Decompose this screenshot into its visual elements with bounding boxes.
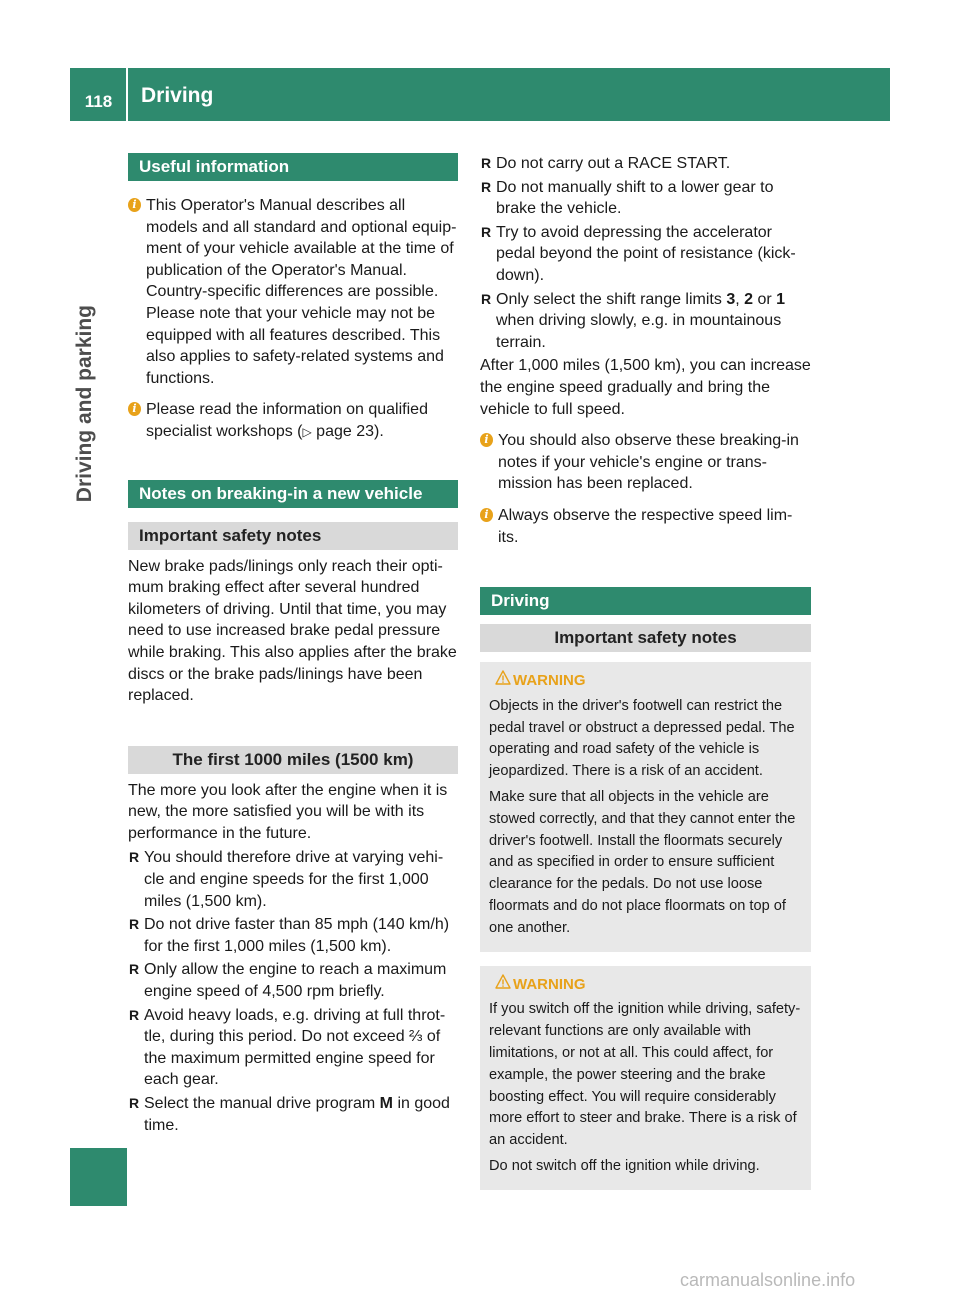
list-item: R Select the manual drive program M in good time. (129, 1095, 450, 1134)
info-icon: i (480, 433, 493, 447)
page-number: 118 (84, 92, 113, 111)
info-note (480, 430, 811, 495)
side-chapter-tab (70, 1148, 127, 1206)
bullet-icon: R (129, 849, 140, 866)
page-reference-link[interactable]: page 23). (311, 422, 384, 440)
bullet-icon: R (481, 290, 492, 307)
info-text: Please read the information on qualified specialist workshops (▷ page 23). (146, 401, 428, 440)
bullet-icon: R (129, 1095, 140, 1111)
left-column (128, 153, 458, 1138)
list-item: R Do not manually shift to a lower gear to brake the vehicle. (481, 178, 774, 218)
info-text: Always observe the respective speed lim-its. (498, 506, 793, 546)
warning-heading: WARNING (489, 670, 802, 692)
warning-text: Objects in the driver's footwell can restrict the pedal travel or obstruct a depressed pedal. The operating and road safety of the vehicle is jeopardized. There is a risk of an accident. (489, 697, 795, 780)
info-text: You should also observe these breaking-in notes if your vehicle's engine or trans-mission has been replaced. (498, 432, 799, 493)
bullet-icon: R (129, 961, 140, 978)
list-item: R Only select the shift range limits 3, 2 or 1 when driving slowly, e.g. in mountainous terrain. (481, 290, 786, 351)
right-column (480, 153, 811, 1190)
warning-box (480, 662, 811, 952)
header-divider (126, 68, 128, 121)
driving-tips-list (480, 153, 811, 353)
list-item: R Only allow the engine to reach a maximum engine speed of 4,500 rpm briefly. (129, 961, 447, 1001)
list-item: R Do not drive faster than 85 mph (140 km/h) for the first 1,000 miles (1,500 km). (129, 916, 450, 955)
info-text: This Operator's Manual describes all models and all standard and optional equip-ment of your vehicle available at the time of publication of the Operator's Manual. Country-specific differences are possible. Please note that your vehicle may not be equipped with all features described. This also applies to safety-related systems and functions. (146, 197, 457, 387)
safety-notes-heading: Important safety notes (480, 624, 811, 652)
first-miles-list (128, 847, 458, 1136)
bullet-icon: R (481, 223, 492, 240)
page-title: Driving (141, 84, 214, 107)
warning-text: If you switch off the ignition while driving, safety-relevant functions are only available with limitations, or not at all. This could affect, for example, the power steering and the brake boosting effect. You will require considerably more effort to steer and brake. There is a risk of an accident. (489, 1001, 801, 1149)
breaking-in-heading: Notes on breaking-in a new vehicle (128, 480, 458, 508)
list-item: R Do not carry out a RACE START. (480, 153, 811, 175)
warning-triangle-icon (495, 974, 511, 990)
info-icon: i (128, 198, 141, 212)
driving-heading: Driving (480, 587, 811, 615)
after-paragraph: After 1,000 miles (1,500 km), you can increase the engine speed gradually and bring the vehicle to full speed. (480, 357, 811, 418)
useful-info-heading: Useful information (128, 153, 458, 181)
info-note (480, 505, 811, 548)
warning-heading: WARNING (489, 974, 802, 996)
bullet-icon: R (129, 916, 140, 933)
watermark: carmanualsonline.info (680, 1270, 856, 1290)
first-miles-heading: The first 1000 miles (1500 km) (128, 746, 458, 774)
first-miles-paragraph: The more you look after the engine when it is new, the more satisfied you will be with its performance in the future. (128, 781, 448, 842)
info-note (128, 399, 458, 443)
list-item: R Try to avoid depressing the accelerator pedal beyond the point of resistance (kick-down). (481, 223, 796, 284)
warning-text: Do not switch off the ignition while driving. (489, 1158, 760, 1175)
bullet-icon: R (129, 1006, 140, 1023)
warning-text: Make sure that all objects in the vehicle are stowed correctly, and that they cannot enter the driver's footwell. Install the floormats securely and as specified in order to ensure sufficient clearance for the pedals. Do not use loose floormats and do not place floormats on top of one another. (489, 789, 796, 936)
side-chapter-label: Driving and parking (73, 305, 96, 503)
warning-triangle-icon (495, 670, 511, 686)
info-icon: i (480, 508, 493, 522)
info-note (128, 195, 458, 389)
bullet-icon: R (481, 178, 492, 195)
brake-paragraph: New brake pads/linings only reach their opti-mum braking effect after several hundred kilometers of driving. Until that time, you may need to use increased brake pedal pressure while braking. This also applies after the brake discs or the brake pads/linings have been replaced. (128, 557, 457, 705)
warning-box (480, 966, 811, 1190)
page-ref-arrow-icon: ▷ (302, 424, 312, 439)
list-item: R Avoid heavy loads, e.g. driving at full throt-tle, during this period. Do not exceed ⅔ of the maximum permitted engine speed for each gear. (129, 1006, 446, 1089)
bullet-icon: R (481, 155, 492, 171)
list-item: R You should therefore drive at varying vehi-cle and engine speeds for the first 1,000 miles (1,500 km). (129, 849, 444, 910)
safety-notes-heading: Important safety notes (128, 522, 458, 550)
info-icon: i (128, 402, 141, 416)
